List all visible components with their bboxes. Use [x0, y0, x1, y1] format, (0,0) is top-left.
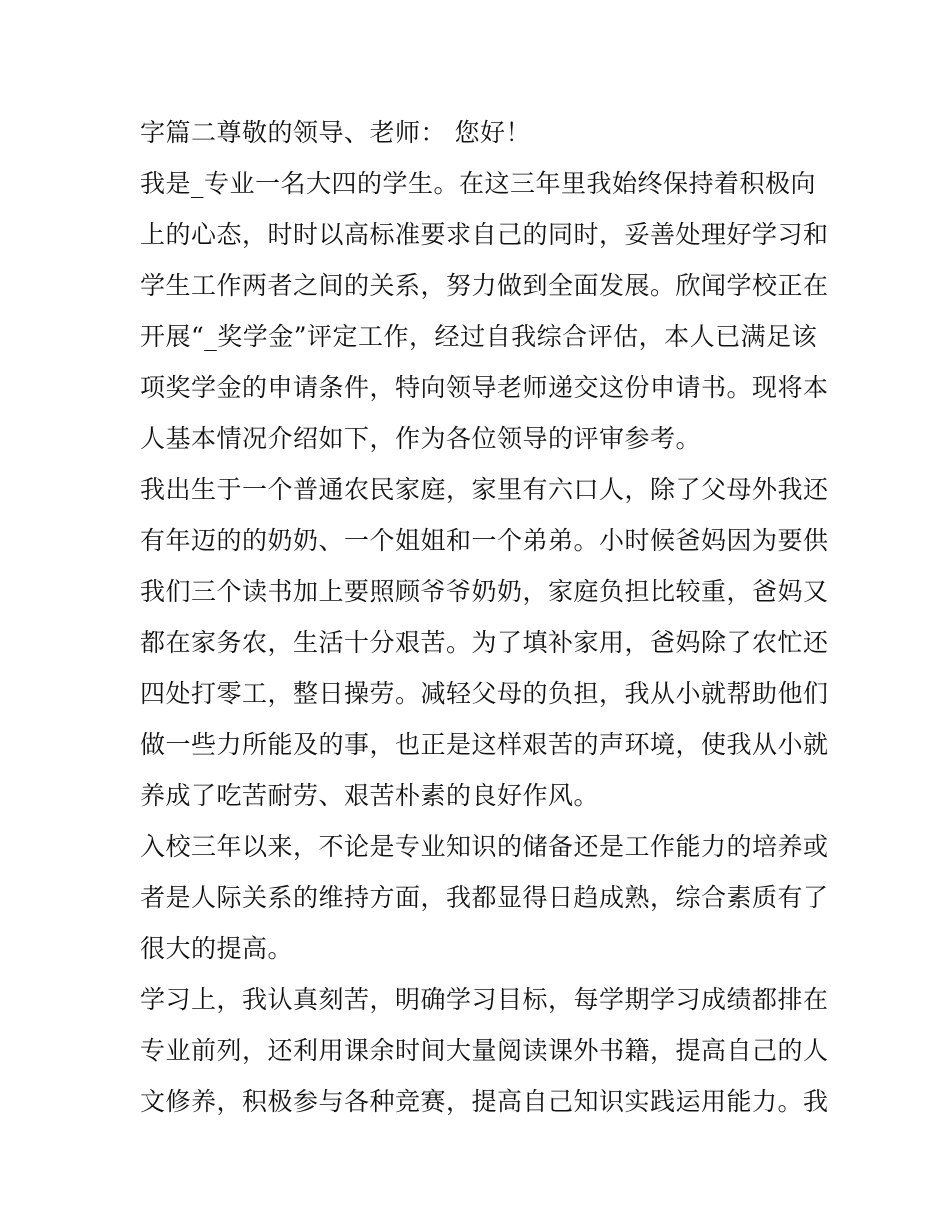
paragraph-line: 入校三年以来，不论是专业知识的储备还是工作能力的培养或 [140, 832, 829, 861]
paragraph-line: 者是人际关系的维持方面，我都显得日趋成熟，综合素质有了 [140, 883, 829, 912]
paragraph-line: 学生工作两者之间的关系，努力做到全面发展。欣闻学校正在 [140, 271, 829, 300]
paragraph-line: 人基本情况介绍如下，作为各位领导的评审参考。 [140, 424, 702, 453]
paragraph-line: 很大的提高。 [140, 934, 294, 963]
paragraph-line: 我出生于一个普通农民家庭，家里有六口人，除了父母外我还 [140, 475, 829, 504]
paragraph-line: 有年迈的的奶奶、一个姐姐和一个弟弟。小时候爸妈因为要供 [140, 526, 829, 555]
paragraph-line: 开展“_奖学金”评定工作，经过自我综合评估，本人已满足该 [140, 322, 818, 351]
paragraph-line: 都在家务农，生活十分艰苦。为了填补家用，爸妈除了农忙还 [140, 628, 829, 657]
greeting-line: 字篇二尊敬的领导、老师： 您好！ [140, 118, 531, 147]
paragraph-line: 做一些力所能及的事，也正是这样艰苦的声环境，使我从小就 [140, 730, 829, 759]
paragraph-line: 项奖学金的申请条件，特向领导老师递交这份申请书。现将本 [140, 373, 829, 402]
paragraph-line: 学习上，我认真刻苦，明确学习目标，每学期学习成绩都排在 [140, 985, 829, 1014]
document-body [140, 107, 829, 1127]
paragraph-line: 上的心态，时时以高标准要求自己的同时，妥善处理好学习和 [140, 220, 829, 249]
paragraph-line: 我们三个读书加上要照顾爷爷奶奶，家庭负担比较重，爸妈又 [140, 577, 829, 606]
paragraph-line: 文修养，积极参与各种竞赛，提高自己知识实践运用能力。我 [140, 1087, 829, 1116]
paragraph-line: 我是_专业一名大四的学生。在这三年里我始终保持着积极向 [140, 169, 817, 198]
paragraph-line: 四处打零工，整日操劳。减轻父母的负担，我从小就帮助他们 [140, 679, 829, 708]
paragraph-line: 专业前列，还利用课余时间大量阅读课外书籍，提高自己的人 [140, 1036, 829, 1065]
paragraph-line: 养成了吃苦耐劳、艰苦朴素的良好作风。 [140, 781, 600, 810]
